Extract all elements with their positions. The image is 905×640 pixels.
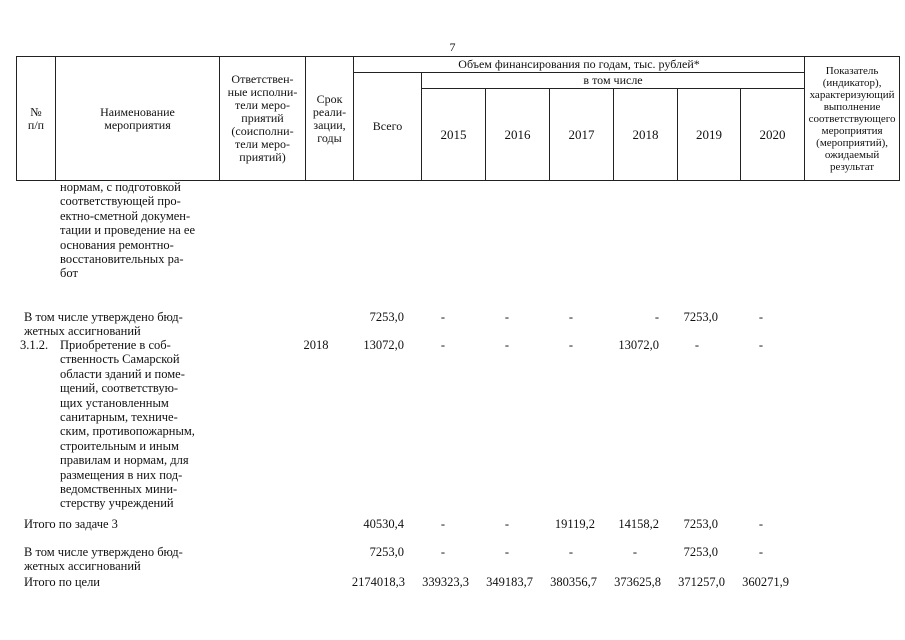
- row-year-2019: -: [694, 338, 700, 352]
- page-number: 7: [449, 40, 456, 54]
- row-year-2019: 7253,0: [683, 517, 718, 531]
- row-year-2019: 7253,0: [683, 310, 718, 324]
- row-year-2017: 19119,2: [554, 517, 595, 531]
- header-name: Наименование мероприятия: [56, 57, 220, 181]
- row-year-2015: -: [440, 310, 446, 324]
- header-year: 2020: [741, 89, 805, 181]
- row-year-2017: 380356,7: [550, 575, 597, 589]
- row-year-2020: -: [758, 517, 764, 531]
- row-year-2018: -: [654, 310, 659, 324]
- header-term: Срок реали- зации, годы: [306, 57, 354, 181]
- row-year-2015: -: [440, 338, 446, 352]
- row-year-2015: 339323,3: [422, 575, 469, 589]
- row-year-2020: -: [758, 338, 764, 352]
- row-name: В том числе утверждено бюд- жетных ассигнований: [24, 545, 183, 574]
- row-year-2019: 7253,0: [683, 545, 718, 559]
- header-year: 2019: [678, 89, 741, 181]
- row-year-2018: 13072,0: [618, 338, 659, 352]
- header-year: 2016: [486, 89, 550, 181]
- row-total: 13072,0: [363, 338, 404, 352]
- row-term: 2018: [303, 338, 329, 352]
- header-year: 2015: [422, 89, 486, 181]
- header-num: № п/п: [17, 57, 56, 181]
- row-total: 2174018,3: [351, 575, 405, 589]
- row-num: 3.1.2.: [20, 338, 49, 352]
- row-name: Приобретение в соб- ственность Самарской области зданий и поме- щений, соответствую- щих установленным санитарным, техниче- ским, противопожарным, строительным и иным правилам и нормам, для размещения в них под- ведомственных мини- стерству учреждений: [60, 338, 195, 511]
- row-name: В том числе утверждено бюд- жетных ассигнований: [24, 310, 183, 339]
- row-year-2017: -: [568, 545, 574, 559]
- row-year-2016: -: [504, 545, 510, 559]
- header-total: Всего: [354, 73, 422, 181]
- header-responsible: Ответствен- ные исполни- тели меро- приятий (соисполни- тели меро- приятий): [220, 57, 306, 181]
- row-year-2016: 349183,7: [486, 575, 533, 589]
- row-year-2020: -: [758, 545, 764, 559]
- row-year-2018: 14158,2: [618, 517, 659, 531]
- row-year-2016: -: [504, 338, 510, 352]
- row-year-2018: 373625,8: [614, 575, 661, 589]
- row-year-2016: -: [504, 310, 510, 324]
- row-total: 7253,0: [369, 545, 404, 559]
- row-year-2017: -: [568, 338, 574, 352]
- row-total: 40530,4: [363, 517, 404, 531]
- row-year-2019: 371257,0: [678, 575, 725, 589]
- row-year-2020: -: [758, 310, 764, 324]
- header-year: 2018: [614, 89, 678, 181]
- header-including: в том числе: [422, 73, 805, 89]
- row-year-2015: -: [440, 517, 446, 531]
- row-name: нормам, с подготовкой соответствующей про- ектно-сметной докумен- тации и проведение на ее основания ремонтно- восстановительных ра- бот: [60, 180, 195, 281]
- row-year-2020: 360271,9: [742, 575, 789, 589]
- row-name: Итого по цели: [24, 575, 100, 589]
- row-name: Итого по задаче 3: [24, 517, 118, 531]
- row-year-2015: -: [440, 545, 446, 559]
- table-header: [16, 56, 900, 181]
- row-year-2016: -: [504, 517, 510, 531]
- row-total: 7253,0: [369, 310, 404, 324]
- row-year-2017: -: [568, 310, 574, 324]
- header-indicator: Показатель (индикатор), характеризующий выполнение соответствующего мероприятия (мероприятий), ожидаемый результат: [805, 57, 900, 181]
- row-year-2018: -: [632, 545, 638, 559]
- header-funding-title: Объем финансирования по годам, тыс. рублей*: [354, 57, 805, 73]
- header-year: 2017: [550, 89, 614, 181]
